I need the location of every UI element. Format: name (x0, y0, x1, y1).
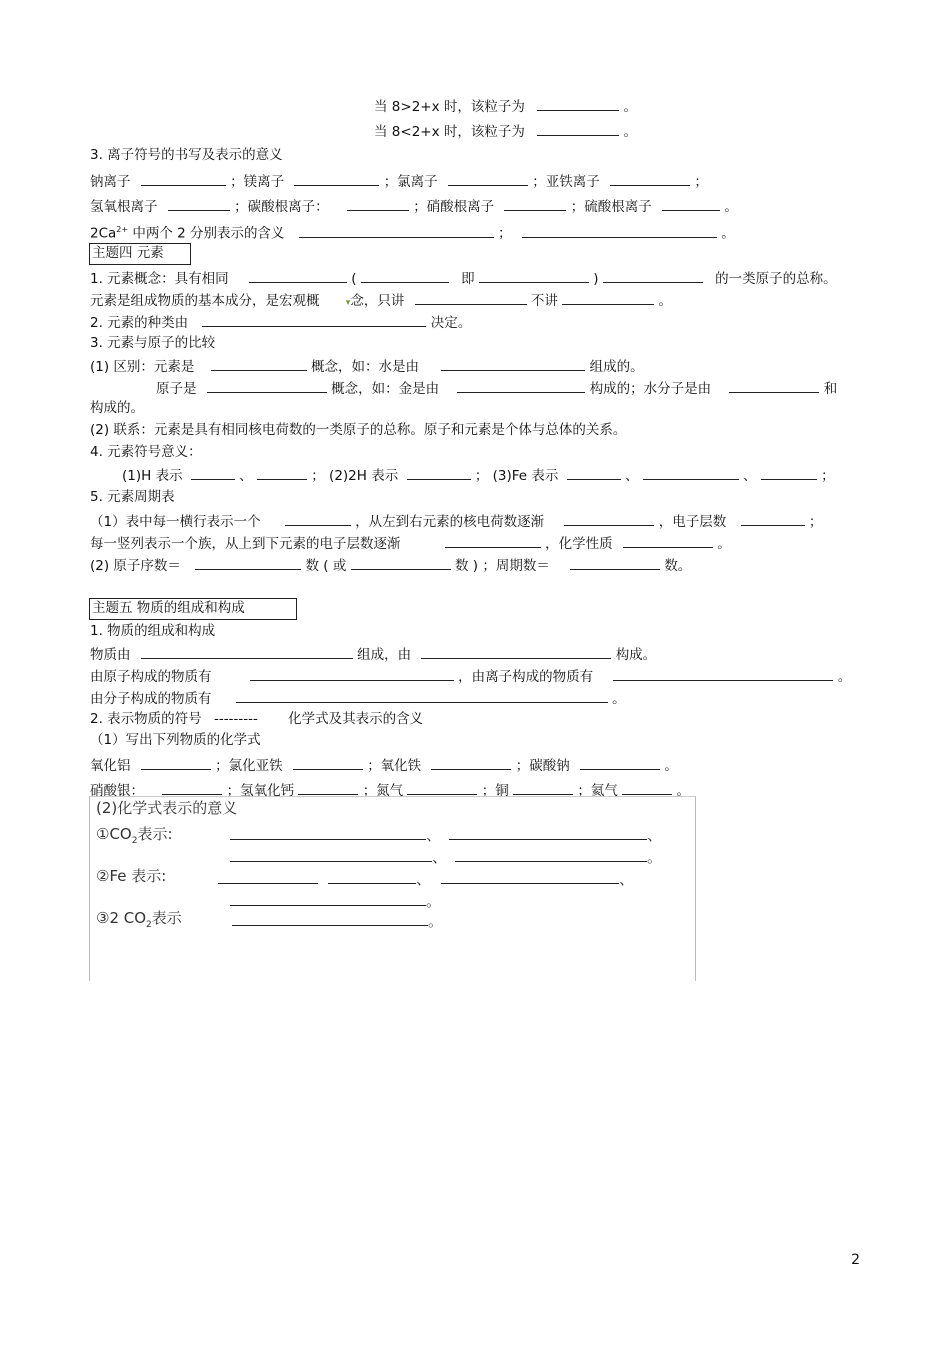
co2-blanks-row-2 (230, 847, 662, 866)
text: 。 (623, 99, 637, 115)
answer-blank[interactable] (207, 378, 327, 393)
answer-blank[interactable] (298, 780, 358, 795)
answer-blank[interactable] (479, 268, 589, 283)
text: ；硝酸根离子 (413, 199, 495, 215)
text: 组成的。 (589, 359, 644, 375)
atomic-number-line (90, 555, 691, 575)
answer-blank[interactable] (202, 312, 426, 327)
relation-line: (2) 联系：元素是具有相同核电荷数的一类原子的总称。原子和元素是个体与总体的关系。 (90, 422, 627, 438)
text: 决定。 (430, 315, 472, 331)
text: 中两个 2 分别表示的含义 (132, 225, 285, 242)
text: 、 (432, 848, 448, 866)
ion-line-2 (90, 196, 738, 216)
difference-line-2 (156, 378, 837, 398)
section-heading: 4. 元素符号意义： (90, 444, 202, 460)
text: 数。 (664, 558, 692, 574)
text: 2. 表示物质的符号 (90, 711, 202, 727)
text: 1. 元素概念：具有相同 (90, 271, 229, 287)
ion-line-1 (90, 171, 708, 191)
topic-title: 主题四 元素 (92, 245, 164, 261)
text: 数 ) ；周期数＝ (454, 558, 550, 574)
text-line: 构成的。 (90, 400, 144, 416)
text: ；氧化铁 (367, 758, 422, 774)
text: 组成，由 (357, 647, 412, 663)
answer-blank[interactable] (249, 268, 347, 283)
co2-blanks-row-1 (230, 825, 662, 844)
answer-blank[interactable] (445, 533, 541, 548)
text: ，电子层数 (658, 514, 727, 530)
text: ； (694, 174, 708, 190)
subscript: 2 (146, 920, 152, 930)
answer-blank[interactable] (562, 290, 654, 305)
answer-blank[interactable] (741, 511, 805, 526)
text: ；氦气 (577, 783, 618, 799)
text: ，从左到右元素的核电荷数逐渐 (355, 514, 545, 530)
text: 表示 (151, 909, 182, 927)
text: ( (351, 271, 357, 287)
subscript: 2 (131, 836, 138, 846)
answer-blank[interactable] (230, 847, 432, 862)
period-table-line-1 (90, 511, 822, 531)
answer-blank[interactable] (285, 511, 351, 526)
answer-blank[interactable] (347, 196, 409, 211)
condition-line-2 (374, 121, 637, 141)
2co2-blanks-row (232, 911, 443, 930)
text: 即 (461, 271, 475, 287)
section-heading: 3. 离子符号的书写及表示的意义 (90, 147, 283, 163)
text: 。 (721, 225, 735, 242)
text: 。 (717, 536, 731, 552)
answer-blank[interactable] (328, 869, 416, 884)
answer-blank[interactable] (230, 891, 426, 906)
answer-blank[interactable] (257, 465, 307, 480)
text: ； (3)Fe 表示 (474, 468, 559, 484)
text: 由分子构成的物质有 (90, 691, 212, 707)
text: ； (808, 514, 823, 530)
formula-line-1 (90, 755, 678, 775)
answer-blank[interactable] (191, 465, 235, 480)
text: (2) 原子序数＝ (90, 558, 181, 574)
text: ；氮气 (362, 783, 404, 799)
page-number: 2 (851, 1252, 860, 1268)
answer-blank[interactable] (293, 755, 363, 770)
text: 硝酸银： (90, 783, 144, 799)
section-heading: 5. 元素周期表 (90, 489, 175, 505)
answer-blank[interactable] (537, 121, 619, 136)
text: 。 (664, 758, 678, 774)
answer-blank[interactable] (537, 96, 619, 111)
answer-blank[interactable] (415, 290, 527, 305)
answer-blank[interactable] (613, 666, 833, 681)
text: 表示: (137, 825, 173, 843)
symbol-meaning-line (122, 465, 835, 485)
text: ；碳酸根离子： (234, 199, 329, 215)
answer-blank[interactable] (141, 644, 353, 659)
section-heading: 3. 元素与原子的比较 (90, 335, 216, 351)
answer-blank[interactable] (361, 268, 449, 283)
text: 。 (724, 199, 738, 215)
text: 、 (416, 870, 432, 888)
answer-blank[interactable] (162, 780, 222, 795)
fe-blanks-row (218, 869, 634, 888)
text: 。 (676, 783, 690, 799)
panel-title: (2)化学式表示的意义 (96, 799, 238, 817)
text: 、 (743, 468, 757, 484)
text: 、 (647, 826, 663, 844)
answer-blank[interactable] (232, 911, 428, 926)
answer-blank[interactable] (441, 869, 619, 884)
answer-blank[interactable] (567, 465, 621, 480)
text: （1）表中每一横行表示一个 (90, 514, 261, 530)
text: ) (593, 271, 599, 287)
text: ③2 CO (96, 909, 147, 927)
answer-blank[interactable] (218, 869, 318, 884)
answer-blank[interactable] (623, 533, 713, 548)
text: ； (821, 468, 835, 484)
text: 、 (619, 870, 635, 888)
text: 。 (647, 848, 663, 866)
text: 构成的；水分子是由 (589, 381, 712, 397)
answer-blank[interactable] (168, 196, 230, 211)
text: ；铜 (481, 783, 509, 799)
element-basic-line (90, 290, 672, 312)
answer-blank[interactable] (643, 465, 739, 480)
period-table-line-2 (90, 533, 731, 553)
text: 。 (837, 669, 852, 685)
answer-blank[interactable] (294, 171, 379, 186)
text: ；氢氧化钙 (226, 783, 295, 799)
text: (1)H 表示 (122, 468, 183, 484)
answer-blank[interactable] (141, 755, 211, 770)
text: ；氯化亚铁 (215, 758, 283, 774)
text: 氢氧根离子 (90, 199, 158, 215)
answer-blank[interactable] (448, 171, 528, 186)
text: 构成。 (615, 647, 657, 663)
element-type-line (90, 312, 471, 332)
fe-blanks-row-2 (230, 891, 441, 910)
answer-blank[interactable] (449, 825, 647, 840)
text: 和 (823, 381, 838, 397)
answer-blank[interactable] (250, 666, 454, 681)
2co2-meaning-row (96, 909, 182, 934)
element-concept-line (90, 268, 837, 288)
answer-blank[interactable] (570, 555, 660, 570)
section-heading (90, 710, 423, 728)
text: 氧化铝 (90, 758, 131, 774)
text: 物质由 (90, 647, 131, 663)
answer-blank[interactable] (761, 465, 817, 480)
answer-blank[interactable] (504, 196, 566, 211)
text: 当 8>2+x 时，该粒子为 (374, 99, 525, 115)
text: (1) 区别：元素是 (90, 359, 195, 375)
answer-blank[interactable] (407, 780, 477, 795)
answer-blank[interactable] (729, 378, 819, 393)
text: ； (2)2H 表示 (311, 468, 399, 484)
section-heading: 1. 物质的组成和构成 (90, 623, 216, 639)
text: ，化学性质 (545, 536, 613, 552)
text: 化学式及其表示的含义 (288, 711, 424, 727)
answer-blank[interactable] (236, 688, 608, 703)
answer-blank[interactable] (141, 171, 226, 186)
text: ； (498, 225, 512, 242)
answer-blank[interactable] (603, 268, 703, 283)
text: 。 (426, 892, 442, 910)
answer-blank[interactable] (622, 780, 672, 795)
answer-blank[interactable] (522, 223, 717, 238)
text: ；氯离子 (383, 174, 438, 190)
composition-line (90, 644, 656, 664)
ca-meaning-line (90, 221, 735, 243)
text: 不讲 (530, 293, 558, 309)
formula-meaning-panel (89, 796, 696, 981)
answer-blank[interactable] (351, 555, 451, 570)
text: ；硫酸根离子 (570, 199, 652, 215)
text: 。 (612, 691, 626, 707)
answer-blank[interactable] (564, 511, 654, 526)
text: 。 (623, 124, 637, 140)
text: 概念，如：金是由 (331, 381, 440, 397)
answer-blank[interactable] (662, 196, 720, 211)
text: ；碳酸钠 (515, 758, 570, 774)
answer-blank[interactable] (431, 755, 511, 770)
answer-blank[interactable] (195, 555, 301, 570)
text: 2Ca (90, 225, 117, 242)
text: 。 (428, 912, 444, 930)
text: ；亚铁离子 (532, 174, 600, 190)
text: 元素是组成物质的基本成分，是宏观概 (90, 293, 320, 309)
answer-blank[interactable] (211, 356, 307, 371)
answer-blank[interactable] (441, 356, 585, 371)
topic-title: 主题五 物质的组成和构成 (92, 600, 245, 616)
text: 每一竖列表示一个族，从上到下元素的电子层数逐渐 (90, 536, 401, 552)
text: 。 (658, 293, 673, 309)
answer-blank[interactable] (407, 465, 471, 480)
text: ①CO (96, 825, 132, 843)
stray-mark: ▾ (345, 298, 351, 308)
answer-blank[interactable] (513, 780, 573, 795)
text: --------- (213, 711, 258, 727)
subsection-heading: （1）写出下列物质的化学式 (90, 732, 261, 748)
text: 数 ( 或 (305, 558, 347, 574)
text: 、 (426, 826, 442, 844)
answer-blank[interactable] (580, 755, 660, 770)
fe-meaning-label: ②Fe 表示: (96, 867, 167, 885)
answer-blank[interactable] (299, 223, 494, 238)
answer-blank[interactable] (610, 171, 690, 186)
text: 、 (624, 468, 639, 484)
co2-meaning-row (96, 825, 173, 850)
text: ，由离子构成的物质有 (458, 669, 594, 685)
answer-blank[interactable] (230, 825, 426, 840)
superscript: 2+ (116, 225, 129, 234)
answer-blank[interactable] (455, 847, 647, 862)
text: 由原子构成的物质有 (90, 669, 212, 685)
text: 概念，如：水是由 (311, 359, 420, 375)
text: 原子是 (156, 381, 197, 397)
text: 当 8<2+x 时，该粒子为 (374, 124, 525, 140)
text: ；镁离子 (230, 174, 285, 190)
text: 2. 元素的种类由 (90, 315, 189, 331)
text: 、 (239, 468, 253, 484)
molecule-substance-line (90, 688, 626, 708)
text: 钠离子 (90, 174, 131, 190)
answer-blank[interactable] (457, 378, 585, 393)
atom-substance-line (90, 666, 851, 686)
condition-line-1 (374, 96, 637, 116)
text: 的一类原子的总称。 (715, 271, 837, 287)
difference-line-1 (90, 356, 644, 376)
answer-blank[interactable] (421, 644, 611, 659)
text: 念，只讲 (350, 293, 405, 309)
